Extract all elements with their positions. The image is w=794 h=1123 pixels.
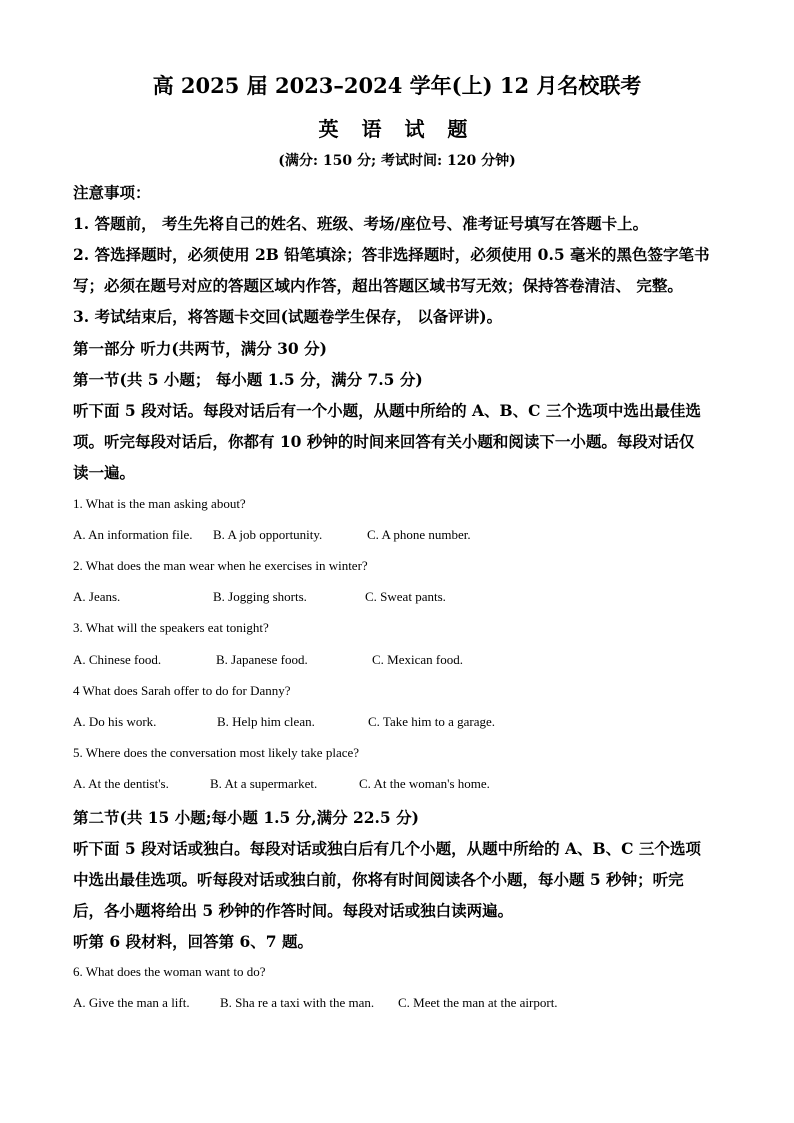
notice-heading: 注意事项： (73, 183, 151, 202)
option-a: A. An information file. (73, 527, 193, 542)
notice-item-2-line-1: 2. 答选择题时，必须使用 2B 铅笔填涂；答非选择题时，必须使用 0.5 毫米的黑色签字笔书 (73, 245, 710, 264)
option-c: C. Mexican food. (372, 652, 463, 667)
exam-info: (满分: 150 分; 考试时间: 120 分钟) (278, 153, 516, 169)
question-6-options (73, 995, 558, 1011)
section1-directions-line-3: 读一遍。 (73, 463, 136, 482)
question-4: 4 What does Sarah offer to do for Danny? (73, 683, 291, 698)
question-1: 1. What is the man asking about? (73, 496, 246, 511)
question-5-options (73, 776, 490, 792)
exam-title: 高 2025 届 2023–2024 学年(上) 12 月名校联考 (152, 73, 642, 98)
section2-directions-line-1: 听下面 5 段对话或独白。每段对话或独白后有几个小题，从题中所给的 A、B、C 三个选项 (73, 839, 701, 858)
question-1-options (73, 527, 471, 543)
option-a: A. Do his work. (73, 714, 157, 729)
option-c: C. Take him to a garage. (368, 714, 496, 729)
notice-item-2-line-2: 写；必须在题号对应的答题区域内作答，超出答题区域书写无效；保持答卷清洁、 完整。 (73, 276, 683, 295)
question-6: 6. What does the woman want to do? (73, 964, 266, 979)
part1-heading: 第一部分 听力(共两节，满分 30 分) (73, 339, 327, 358)
option-c: C. Meet the man at the airport. (398, 995, 558, 1010)
material-6-heading: 听第 6 段材料，回答第 6、7 题。 (73, 932, 313, 951)
option-b: B. Jogging shorts. (213, 589, 307, 604)
option-a: A. At the dentist's. (73, 776, 169, 791)
section1-heading: 第一节(共 5 小题； 每小题 1.5 分，满分 7.5 分) (73, 370, 423, 389)
option-c: C. Sweat pants. (365, 589, 446, 604)
option-a: A. Give the man a lift. (73, 995, 190, 1010)
option-b: B. A job opportunity. (213, 527, 323, 542)
section2-directions-line-2: 中选出最佳选项。听每段对话或独白前，你将有时间阅读各个小题，每小题 5 秒钟；听完 (73, 870, 684, 889)
question-4-options (73, 714, 495, 730)
section1-directions-line-2: 项。听完每段对话后，你都有 10 秒钟的时间来回答有关小题和阅读下一小题。每段对话仅 (73, 432, 695, 451)
option-a: A. Jeans. (73, 589, 121, 604)
option-c: C. A phone number. (367, 527, 471, 542)
option-c: C. At the woman's home. (359, 776, 490, 791)
option-b: B. Sha re a taxi with the man. (220, 995, 375, 1010)
option-a: A. Chinese food. (73, 652, 162, 667)
section1-directions-line-1: 听下面 5 段对话。每段对话后有一个小题，从题中所给的 A、B、C 三个选项中选出最佳选 (73, 401, 701, 420)
question-3-options (73, 652, 463, 668)
subject-title: 英 语 试 题 (318, 117, 476, 141)
question-3: 3. What will the speakers eat tonight? (73, 620, 269, 635)
notice-item-1: 1. 答题前， 考生先将自己的姓名、班级、考场/座位号、准考证号填写在答题卡上。 (73, 214, 649, 233)
question-5: 5. Where does the conversation most likely take place? (73, 745, 360, 760)
section2-directions-line-3: 后，各小题将给出 5 秒钟的作答时间。每段对话或独白读两遍。 (73, 901, 514, 920)
option-b: B. At a supermarket. (210, 776, 318, 791)
option-b: B. Help him clean. (217, 714, 315, 729)
notice-item-3: 3. 考试结束后，将答题卡交回(试题卷学生保存， 以备评讲)。 (73, 307, 503, 326)
question-2: 2. What does the man wear when he exercises in winter? (73, 558, 368, 573)
option-b: B. Japanese food. (216, 652, 308, 667)
section2-heading: 第二节(共 15 小题;每小题 1.5 分,满分 22.5 分) (73, 808, 419, 827)
question-2-options (73, 589, 446, 605)
